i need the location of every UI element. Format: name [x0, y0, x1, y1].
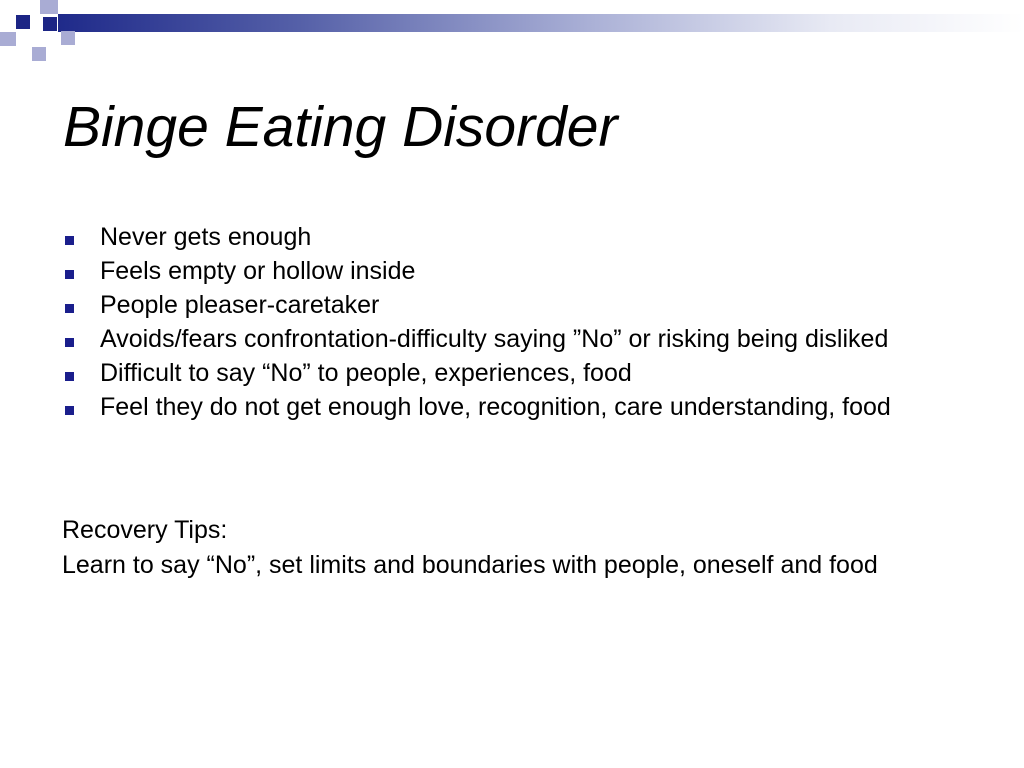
square-bullet-icon — [65, 372, 74, 381]
recovery-heading: Recovery Tips: — [62, 516, 228, 544]
square-bullet-icon — [65, 236, 74, 245]
list-item — [62, 224, 962, 251]
bullet-text: Avoids/fears confrontation-difficulty saying ”No” or risking being disliked — [100, 325, 889, 353]
list-item — [62, 394, 962, 421]
bullet-text: Difficult to say “No” to people, experiences, food — [100, 359, 632, 387]
bullet-text: People pleaser-caretaker — [100, 291, 380, 319]
header-gradient-band — [58, 14, 1024, 32]
bullet-list — [62, 224, 962, 428]
list-item — [62, 360, 962, 387]
recovery-text: Learn to say “No”, set limits and boundaries with people, oneself and food — [62, 551, 878, 579]
square-bullet-icon — [65, 338, 74, 347]
slide-title: Binge Eating Disorder — [63, 95, 618, 159]
list-item — [62, 326, 962, 353]
square-bullet-icon — [65, 304, 74, 313]
decor-square-light — [32, 47, 46, 61]
decor-square-light — [61, 31, 75, 45]
bullet-text: Feels empty or hollow inside — [100, 257, 416, 285]
bullet-text: Feel they do not get enough love, recognition, care understanding, food — [100, 393, 891, 421]
decor-square-light — [0, 32, 16, 46]
bullet-text: Never gets enough — [100, 223, 312, 251]
decor-square-dark — [43, 17, 57, 31]
square-bullet-icon — [65, 270, 74, 279]
square-bullet-icon — [65, 406, 74, 415]
list-item — [62, 292, 962, 319]
decor-square-dark — [16, 15, 30, 29]
list-item — [62, 258, 962, 285]
decor-square-light — [40, 0, 58, 14]
